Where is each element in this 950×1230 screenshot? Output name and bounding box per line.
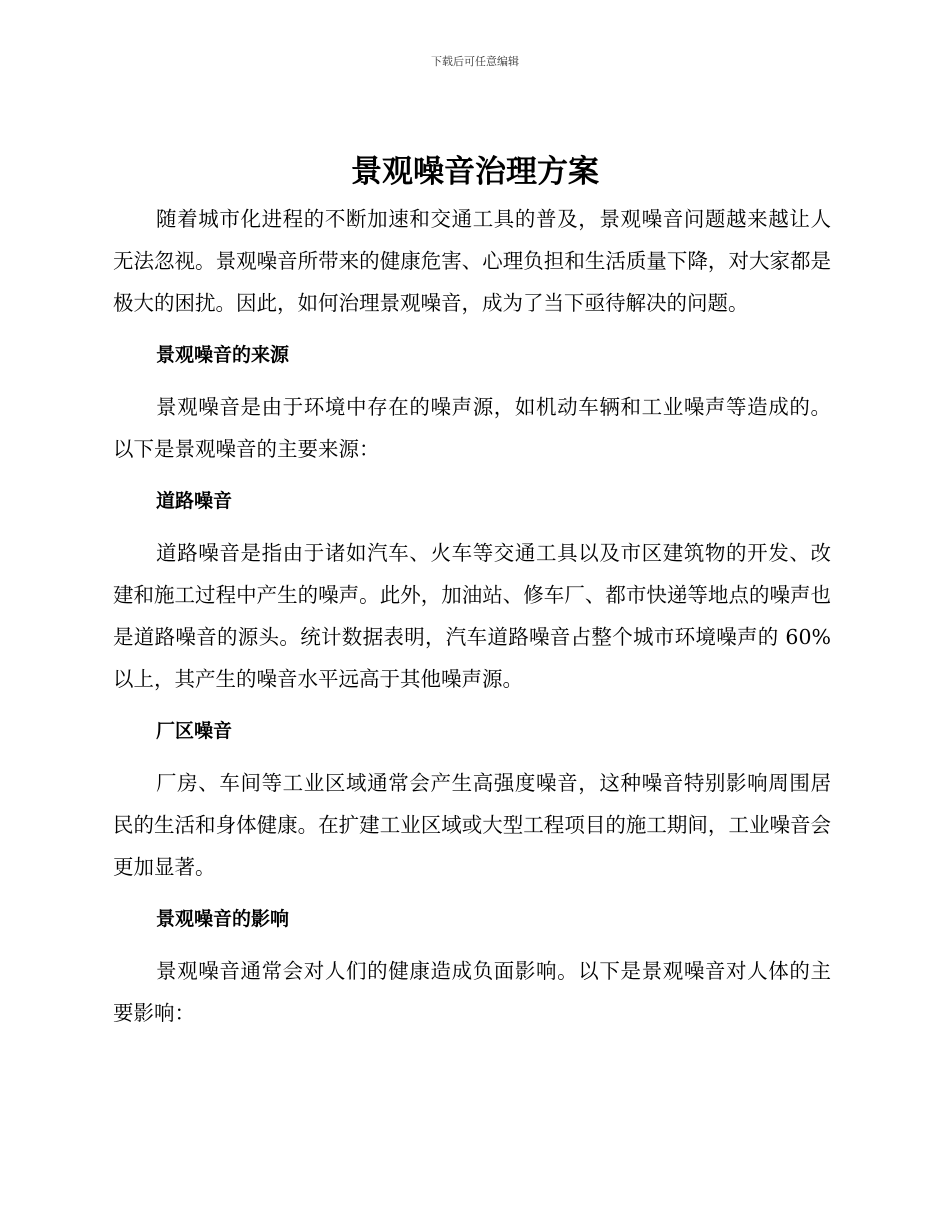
spacer [113, 940, 831, 950]
spacer [113, 470, 831, 480]
spacer [113, 700, 831, 710]
spacer [113, 324, 831, 334]
page-header: 下载后可任意编辑 [431, 55, 519, 68]
document-title: 景观噪音治理方案 [351, 154, 599, 190]
intro-paragraph: 随着城市化进程的不断加速和交通工具的普及，景观噪音问题越来越让人无法忽视。景观噪音所带来的健康危害、心理负担和生活质量下降，对大家都是极大的困扰。因此，如何治理景观噪音，成为了当下亟待解决的问题。 [113, 207, 831, 315]
section-paragraph-sources: 景观噪音是由于环境中存在的噪声源，如机动车辆和工业噪声等造成的。以下是景观噪音的主要来源： [113, 395, 831, 461]
spacer [113, 522, 831, 532]
spacer [113, 752, 831, 762]
section-heading-sources: 景观噪音的来源 [156, 344, 290, 366]
spacer [113, 376, 831, 386]
section-heading-factory-noise: 厂区噪音 [156, 720, 233, 742]
document-body [113, 198, 831, 1034]
section-paragraph-effects: 景观噪音通常会对人们的健康造成负面影响。以下是景观噪音对人体的主要影响： [113, 959, 831, 1025]
spacer [113, 888, 831, 898]
section-heading-effects: 景观噪音的影响 [156, 908, 290, 930]
section-paragraph-road-noise: 道路噪音是指由于诸如汽车、火车等交通工具以及市区建筑物的开发、改建和施工过程中产生的噪声。此外，加油站、修车厂、都市快递等地点的噪声也是道路噪音的源头。统计数据表明，汽车道路噪音占整个城市环境噪声的 60%以上，其产生的噪音水平远高于其他噪声源。 [113, 541, 831, 691]
section-paragraph-factory-noise: 厂房、车间等工业区域通常会产生高强度噪音，这种噪音特别影响周围居民的生活和身体健康。在扩建工业区域或大型工程项目的施工期间，工业噪音会更加显著。 [113, 771, 831, 879]
section-heading-road-noise: 道路噪音 [156, 490, 233, 512]
